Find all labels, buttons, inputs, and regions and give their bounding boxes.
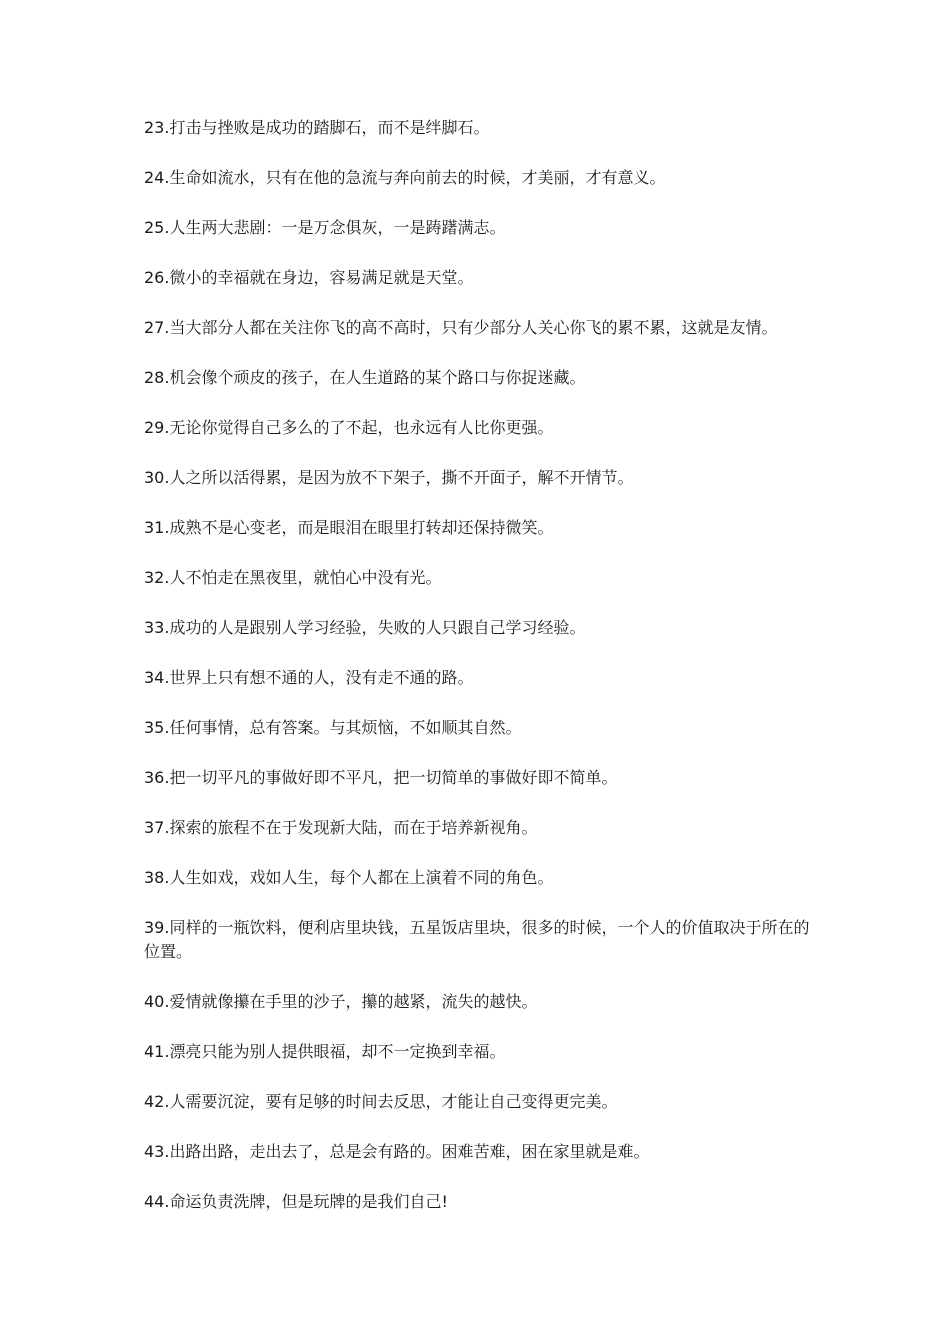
quote-item-32: 32.人不怕走在黑夜里，就怕心中没有光。	[144, 568, 442, 587]
quote-item-39: 39.同样的一瓶饮料，便利店里块钱，五星饭店里块，很多的时候，一个人的价值取决于所在的位置。	[144, 918, 810, 961]
quote-item-42: 42.人需要沉淀，要有足够的时间去反思，才能让自己变得更完美。	[144, 1092, 618, 1111]
quote-list	[144, 116, 814, 1240]
quote-item-38: 38.人生如戏，戏如人生，每个人都在上演着不同的角色。	[144, 868, 554, 887]
quote-item-28: 28.机会像个顽皮的孩子，在人生道路的某个路口与你捉迷藏。	[144, 368, 586, 387]
quote-item-25: 25.人生两大悲剧：一是万念俱灰，一是踌躇满志。	[144, 218, 506, 237]
quote-item-43: 43.出路出路，走出去了，总是会有路的。困难苦难，困在家里就是难。	[144, 1142, 650, 1161]
quote-item-44: 44.命运负责洗牌，但是玩牌的是我们自己!	[144, 1192, 448, 1211]
quote-item-37: 37.探索的旅程不在于发现新大陆，而在于培养新视角。	[144, 818, 538, 837]
quote-item-24: 24.生命如流水，只有在他的急流与奔向前去的时候，才美丽，才有意义。	[144, 168, 666, 187]
quote-item-31: 31.成熟不是心变老，而是眼泪在眼里打转却还保持微笑。	[144, 518, 554, 537]
quote-item-41: 41.漂亮只能为别人提供眼福，却不一定换到幸福。	[144, 1042, 506, 1061]
quote-item-40: 40.爱情就像攥在手里的沙子，攥的越紧，流失的越快。	[144, 992, 538, 1011]
quote-item-29: 29.无论你觉得自己多么的了不起，也永远有人比你更强。	[144, 418, 554, 437]
quote-item-30: 30.人之所以活得累，是因为放不下架子，撕不开面子，解不开情节。	[144, 468, 634, 487]
quote-item-27: 27.当大部分人都在关注你飞的高不高时，只有少部分人关心你飞的累不累，这就是友情。	[144, 318, 778, 337]
quote-item-35: 35.任何事情，总有答案。与其烦恼，不如顺其自然。	[144, 718, 522, 737]
quote-item-33: 33.成功的人是跟别人学习经验，失败的人只跟自己学习经验。	[144, 618, 586, 637]
quote-item-34: 34.世界上只有想不通的人，没有走不通的路。	[144, 668, 474, 687]
quote-item-23: 23.打击与挫败是成功的踏脚石，而不是绊脚石。	[144, 118, 490, 137]
quote-item-26: 26.微小的幸福就在身边，容易满足就是天堂。	[144, 268, 474, 287]
quote-item-36: 36.把一切平凡的事做好即不平凡，把一切简单的事做好即不简单。	[144, 768, 618, 787]
